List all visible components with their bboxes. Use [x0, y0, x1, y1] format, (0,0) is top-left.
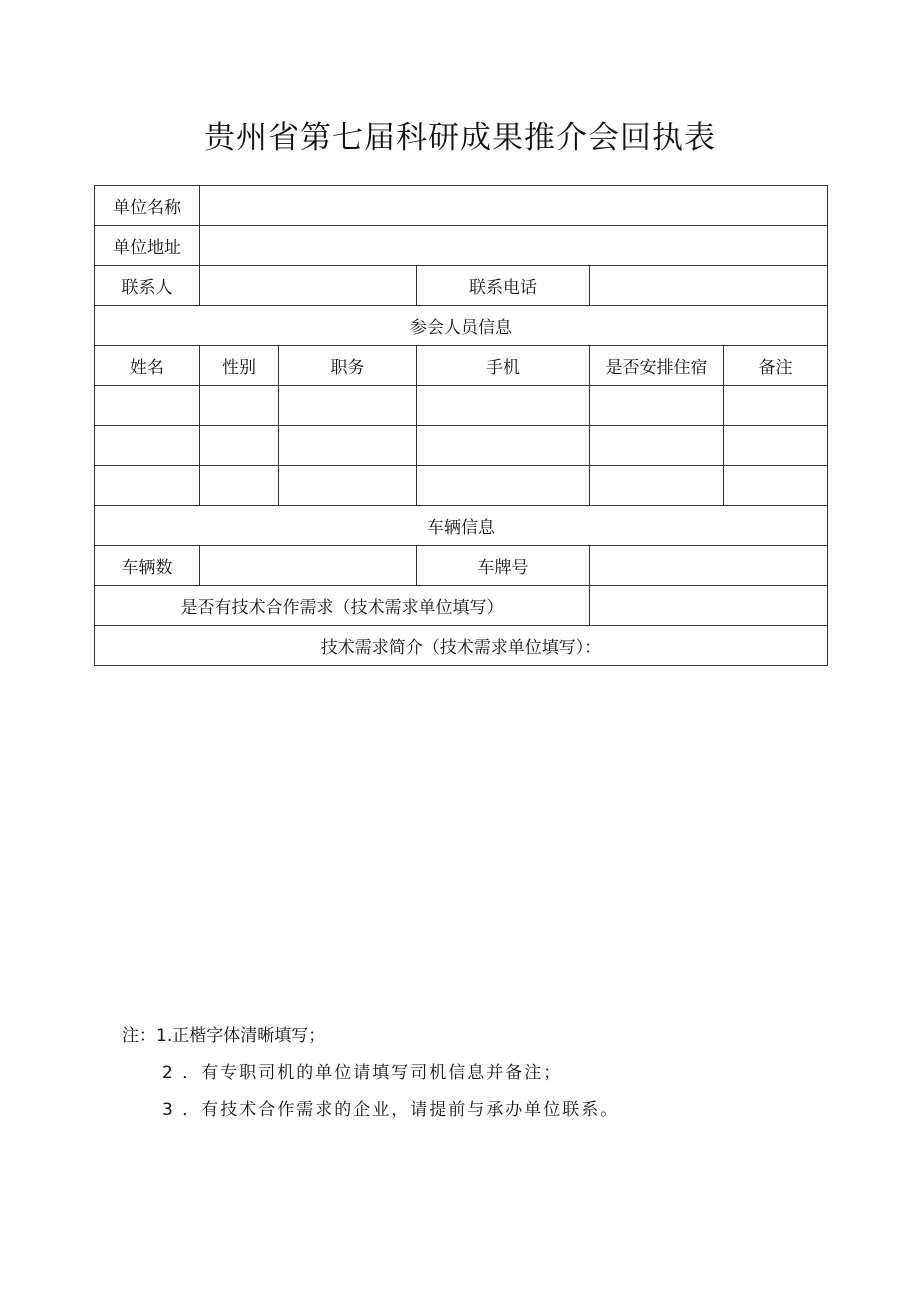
- attendee-accommodation-cell[interactable]: [590, 426, 724, 466]
- tech-coop-answer-field[interactable]: [590, 586, 828, 626]
- column-header-gender: 性别: [200, 346, 279, 386]
- attendee-row: [95, 466, 828, 506]
- attendee-name-cell[interactable]: [95, 426, 200, 466]
- vehicle-count-field[interactable]: [200, 546, 417, 586]
- contact-phone-label: 联系电话: [417, 266, 590, 306]
- attendee-section-title: 参会人员信息: [95, 306, 828, 346]
- page-title: 贵州省第七届科研成果推介会回执表: [204, 120, 716, 156]
- plate-number-label: 车牌号: [417, 546, 590, 586]
- note-item: 注：1.正楷字体清晰填写；: [122, 1026, 326, 1046]
- vehicle-count-label: 车辆数: [95, 546, 200, 586]
- plate-number-field[interactable]: [590, 546, 828, 586]
- attendee-gender-cell[interactable]: [200, 466, 279, 506]
- attendee-position-cell[interactable]: [279, 466, 417, 506]
- attendee-accommodation-cell[interactable]: [590, 386, 724, 426]
- attendee-gender-cell[interactable]: [200, 386, 279, 426]
- attendee-row: [95, 386, 828, 426]
- attendee-gender-cell[interactable]: [200, 426, 279, 466]
- column-header-mobile: 手机: [417, 346, 590, 386]
- attendee-mobile-cell[interactable]: [417, 386, 590, 426]
- attendee-remarks-cell[interactable]: [724, 426, 828, 466]
- vehicle-section-title: 车辆信息: [95, 506, 828, 546]
- unit-address-row: [95, 226, 828, 266]
- attendee-section-row: [95, 306, 828, 346]
- attendee-accommodation-cell[interactable]: [590, 466, 724, 506]
- attendee-name-cell[interactable]: [95, 386, 200, 426]
- tech-desc-field[interactable]: [95, 626, 828, 666]
- receipt-form-table: [94, 185, 828, 666]
- tech-coop-row: [95, 586, 828, 626]
- attendee-position-cell[interactable]: [279, 426, 417, 466]
- notes: [122, 1023, 619, 1134]
- note-item: 2 ．有专职司机的单位请填写司机信息并备注；: [162, 1063, 563, 1083]
- attendee-mobile-cell[interactable]: [417, 466, 590, 506]
- unit-name-field[interactable]: [200, 186, 828, 226]
- contact-person-label: 联系人: [95, 266, 200, 306]
- tech-coop-question: 是否有技术合作需求（技术需求单位填写）: [95, 586, 590, 626]
- unit-name-row: [95, 186, 828, 226]
- column-header-name: 姓名: [95, 346, 200, 386]
- note-item: 3 ．有技术合作需求的企业，请提前与承办单位联系。: [162, 1100, 620, 1120]
- column-header-position: 职务: [279, 346, 417, 386]
- attendee-name-cell[interactable]: [95, 466, 200, 506]
- contact-row: [95, 266, 828, 306]
- tech-desc-row: [95, 626, 828, 666]
- attendee-remarks-cell[interactable]: [724, 386, 828, 426]
- vehicle-row: [95, 546, 828, 586]
- attendee-header-row: [95, 346, 828, 386]
- vehicle-section-row: [95, 506, 828, 546]
- column-header-accommodation: 是否安排住宿: [590, 346, 724, 386]
- contact-phone-field[interactable]: [590, 266, 828, 306]
- attendee-position-cell[interactable]: [279, 386, 417, 426]
- column-header-remarks: 备注: [724, 346, 828, 386]
- attendee-row: [95, 426, 828, 466]
- attendee-remarks-cell[interactable]: [724, 466, 828, 506]
- unit-address-field[interactable]: [200, 226, 828, 266]
- unit-name-label: 单位名称: [95, 186, 200, 226]
- contact-person-field[interactable]: [200, 266, 417, 306]
- unit-address-label: 单位地址: [95, 226, 200, 266]
- attendee-mobile-cell[interactable]: [417, 426, 590, 466]
- tech-desc-label: 技术需求简介（技术需求单位填写）：: [320, 638, 602, 658]
